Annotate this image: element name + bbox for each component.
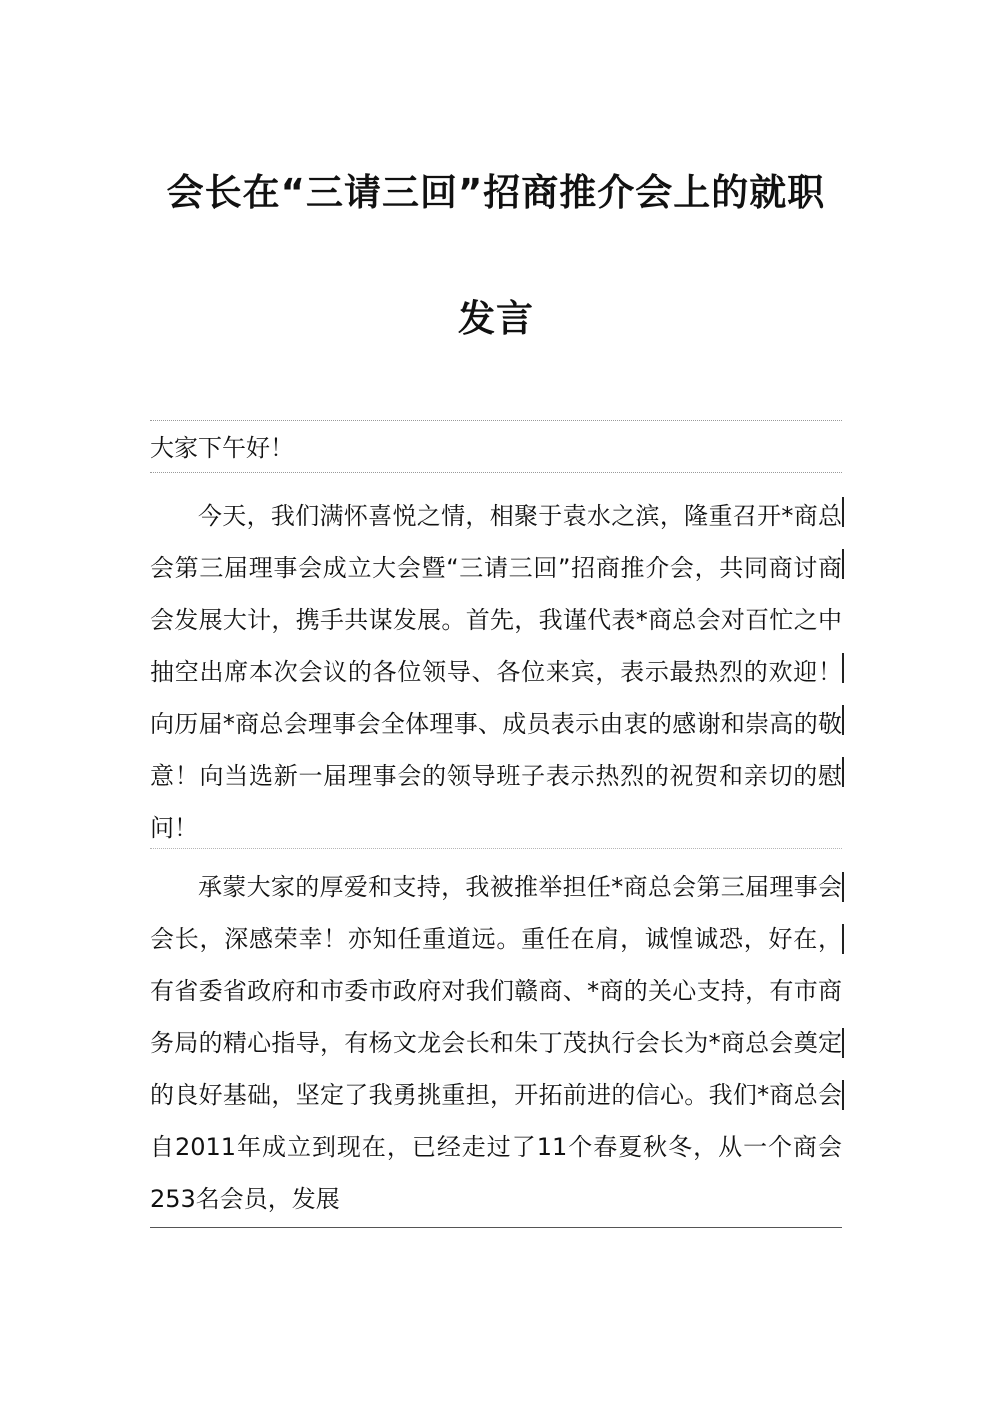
paragraph-1: 今天，我们满怀喜悦之情，相聚于袁水之滨，隆重召开*商总会第三届理事会成立大会暨“三请三回”招商推介会，共同商讨商会发展大计，携手共谋发展。首先，我谨代表*商总会对百忙之中抽空出席本次会议的各位领导、各位来宾，表示最热烈的欢迎！向历届*商总会理事会全体理事、成员表示由衷的感谢和崇高的敬意！向当选新一届理事会的领导班子表示热烈的祝贺和亲切的慰问！ (150, 502, 842, 842)
margin-mark (842, 549, 844, 579)
paragraph-2: 承蒙大家的厚爱和支持，我被推举担任*商总会第三届理事会会长，深感荣幸！亦知任重道远。重任在肩，诚惶诚恐，好在，有省委省政府和市委市政府对我们赣商、*商的关心支持，有市商务局的精心指导，有杨文龙会长和朱丁茂执行会长为*商总会奠定的良好基础，坚定了我勇挑重担，开拓前进的信心。我们*商总会自2011年成立到现在，已经走过了11个春夏秋冬，从一个商会253名会员，发展 (150, 873, 842, 1213)
margin-mark (842, 653, 844, 683)
top-divider (150, 420, 842, 421)
margin-mark (842, 924, 844, 954)
bottom-divider (150, 1227, 842, 1228)
document-title-line-1: 会长在“三请三回”招商推介会上的就职 (166, 171, 826, 214)
margin-mark (842, 872, 844, 902)
document-title-line-2: 发言 (458, 297, 534, 340)
greeting-divider (150, 472, 842, 473)
paragraph-divider (150, 848, 842, 849)
margin-mark (842, 705, 844, 735)
margin-mark (842, 1080, 844, 1110)
greeting-text: 大家下午好！ (150, 434, 294, 462)
margin-mark (842, 497, 844, 527)
margin-mark (842, 757, 844, 787)
margin-mark (842, 1028, 844, 1058)
